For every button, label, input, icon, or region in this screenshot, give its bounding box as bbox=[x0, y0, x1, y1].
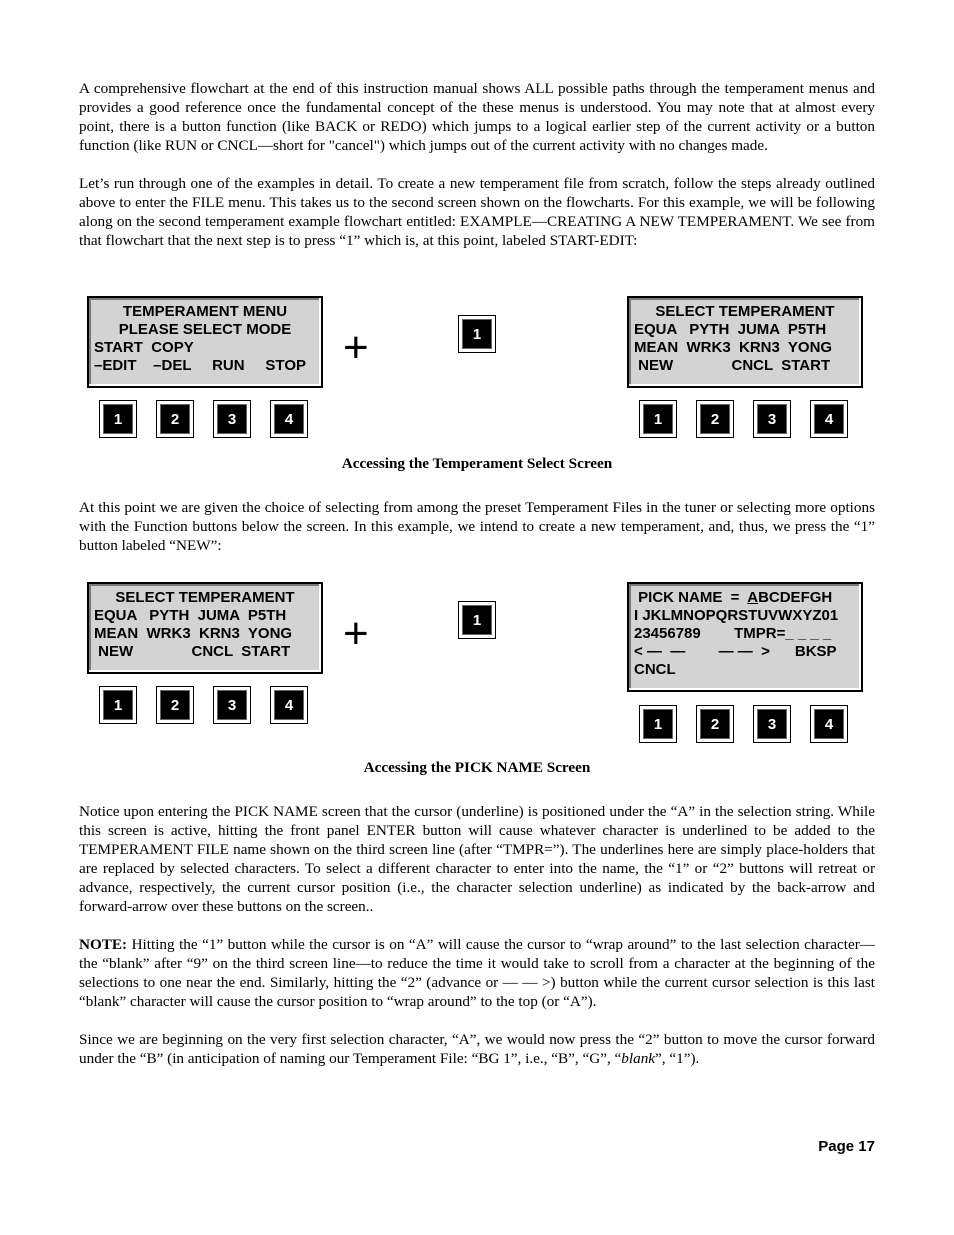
lcd-text: BCDEFGH bbox=[758, 589, 833, 606]
lcd-line: EQUA PYTH JUMA P5TH bbox=[634, 321, 827, 338]
lcd-text: PICK NAME = bbox=[634, 589, 748, 606]
function-key-3 bbox=[213, 686, 251, 724]
lcd-line: SELECT TEMPERAMENT bbox=[655, 303, 835, 320]
cursor-underline: A bbox=[747, 589, 759, 606]
key-label: 2 bbox=[700, 709, 730, 739]
lcd-line: PLEASE SELECT MODE bbox=[118, 321, 292, 338]
lcd-line bbox=[634, 589, 856, 607]
press-key-1 bbox=[458, 315, 496, 353]
key-label: 4 bbox=[814, 404, 844, 434]
function-key-4 bbox=[810, 400, 848, 438]
key-label: 3 bbox=[217, 404, 247, 434]
function-key-3 bbox=[213, 400, 251, 438]
lcd-line: MEAN WRK3 KRN3 YONG bbox=[634, 339, 833, 356]
key-label: 3 bbox=[757, 709, 787, 739]
paragraph-note bbox=[79, 935, 875, 1011]
key-label: 4 bbox=[274, 690, 304, 720]
lcd-line: NEW CNCL START bbox=[94, 643, 291, 660]
function-key-2 bbox=[156, 686, 194, 724]
text: Since we are beginning on the very first selection character, “A”, we would now press the “2” button to move the cursor forward under the “B” (in anticipation of naming our Temperament File: “BG 1”, i.e., “B”, “G”, “ bbox=[79, 1031, 875, 1067]
lcd-line: –EDIT –DEL RUN STOP bbox=[94, 357, 306, 374]
lcd-select-temperament bbox=[87, 582, 323, 674]
note-text: Hitting the “1” button while the cursor is on “A” will cause the cursor to “wrap around” to the last selection character—the “blank” after “9” on the third screen line—to reduce the time it would take to scroll from a character at the beginning of the selections to one near the end. Similarly, hitting the “2” (advance or — — >) button while the current cursor selection is this last “blank” character will cause the cursor position to “wrap around” to the top (or “A”). bbox=[79, 936, 875, 1010]
function-key-4 bbox=[270, 400, 308, 438]
paragraph-choice: At this point we are given the choice of selecting from among the preset Temperament Files in the tuner or selecting more options with the Function buttons below the screen. In this example, we intend to create a new temperament, and, thus, we press the “1” button labeled “NEW”: bbox=[79, 499, 875, 554]
function-key-2 bbox=[696, 400, 734, 438]
lcd-line: START COPY bbox=[94, 339, 194, 356]
key-label: 4 bbox=[814, 709, 844, 739]
note-label: NOTE: bbox=[79, 936, 128, 953]
function-key-1 bbox=[639, 400, 677, 438]
plus-sign: + bbox=[343, 323, 369, 372]
key-label: 3 bbox=[757, 404, 787, 434]
italic-text: blank bbox=[621, 1050, 656, 1067]
lcd-select-temperament bbox=[627, 296, 863, 388]
key-label: 1 bbox=[462, 605, 492, 635]
key-label: 1 bbox=[103, 404, 133, 434]
function-key-1 bbox=[99, 400, 137, 438]
lcd-line: 23456789 TMPR=_ _ _ _ bbox=[634, 625, 832, 642]
key-label: 2 bbox=[160, 404, 190, 434]
figure-caption: Accessing the PICK NAME Screen bbox=[363, 759, 591, 776]
lcd-line: MEAN WRK3 KRN3 YONG bbox=[94, 625, 293, 642]
key-label: 2 bbox=[160, 690, 190, 720]
lcd-line: EQUA PYTH JUMA P5TH bbox=[94, 607, 287, 624]
function-key-1 bbox=[639, 705, 677, 743]
lcd-line: < — — — — > BKSP bbox=[634, 643, 837, 660]
plus-sign: + bbox=[343, 609, 369, 658]
key-label: 4 bbox=[274, 404, 304, 434]
text: ”, “1”). bbox=[655, 1050, 700, 1067]
paragraph-intro: A comprehensive flowchart at the end of this instruction manual shows ALL possible paths through the temperament menus and provides a good reference once the fundamental concept of the these menus is understood. You may note that at almost every point, there is a button function (like BACK or REDO) which jumps to a logical earlier step of the current activity or a button function (like RUN or CNCL—short for "cancel") which jumps out of the current activity with no changes made. bbox=[79, 80, 875, 154]
function-key-4 bbox=[810, 705, 848, 743]
lcd-line: CNCL bbox=[634, 661, 676, 678]
key-label: 1 bbox=[103, 690, 133, 720]
lcd-pick-name bbox=[627, 582, 863, 692]
function-key-2 bbox=[156, 400, 194, 438]
paragraph-example: Let’s run through one of the examples in detail. To create a new temperament file from scratch, follow the steps already outlined above to enter the FILE menu. This takes us to the second screen shown on the flowcharts. For this example, we will be following along on the second temperament example flowchart entitled: EXAMPLE—CREATING A NEW TEMPERAMENT. We see from that flowchart that the next step is to press “1” which is, at this point, labeled START-EDIT: bbox=[79, 175, 875, 249]
key-label: 3 bbox=[217, 690, 247, 720]
lcd-temperament-menu bbox=[87, 296, 323, 388]
press-key-1 bbox=[458, 601, 496, 639]
function-key-2 bbox=[696, 705, 734, 743]
lcd-line: I JKLMNOPQRSTUVWXYZ01 bbox=[634, 607, 839, 624]
paragraph-next-step bbox=[79, 1030, 875, 1068]
lcd-line: SELECT TEMPERAMENT bbox=[115, 589, 295, 606]
key-label: 2 bbox=[700, 404, 730, 434]
key-label: 1 bbox=[462, 319, 492, 349]
paragraph-pick-name: Notice upon entering the PICK NAME screen that the cursor (underline) is positioned under the “A” in the selection string. While this screen is active, hitting the front panel ENTER button will cause whatever character is underlined to be added to the TEMPERAMENT FILE name shown on the third screen line (after “TMPR=”). The underlines here are simply place-holders that are replaced by selected characters. To select a different character to enter into the name, the “1” or “2” buttons will retreat or advance, respectively, the current cursor position (i.e., the character selection underline) as indicated by the back-arrow and forward-arrow over these buttons on the screen.. bbox=[79, 803, 875, 915]
figure-caption: Accessing the Temperament Select Screen bbox=[341, 455, 613, 472]
function-key-3 bbox=[753, 705, 791, 743]
function-key-3 bbox=[753, 400, 791, 438]
key-label: 1 bbox=[643, 709, 673, 739]
function-key-1 bbox=[99, 686, 137, 724]
lcd-line: NEW CNCL START bbox=[634, 357, 831, 374]
page-number: Page 17 bbox=[818, 1138, 875, 1155]
function-key-4 bbox=[270, 686, 308, 724]
key-label: 1 bbox=[643, 404, 673, 434]
lcd-line: TEMPERAMENT MENU bbox=[122, 303, 288, 320]
